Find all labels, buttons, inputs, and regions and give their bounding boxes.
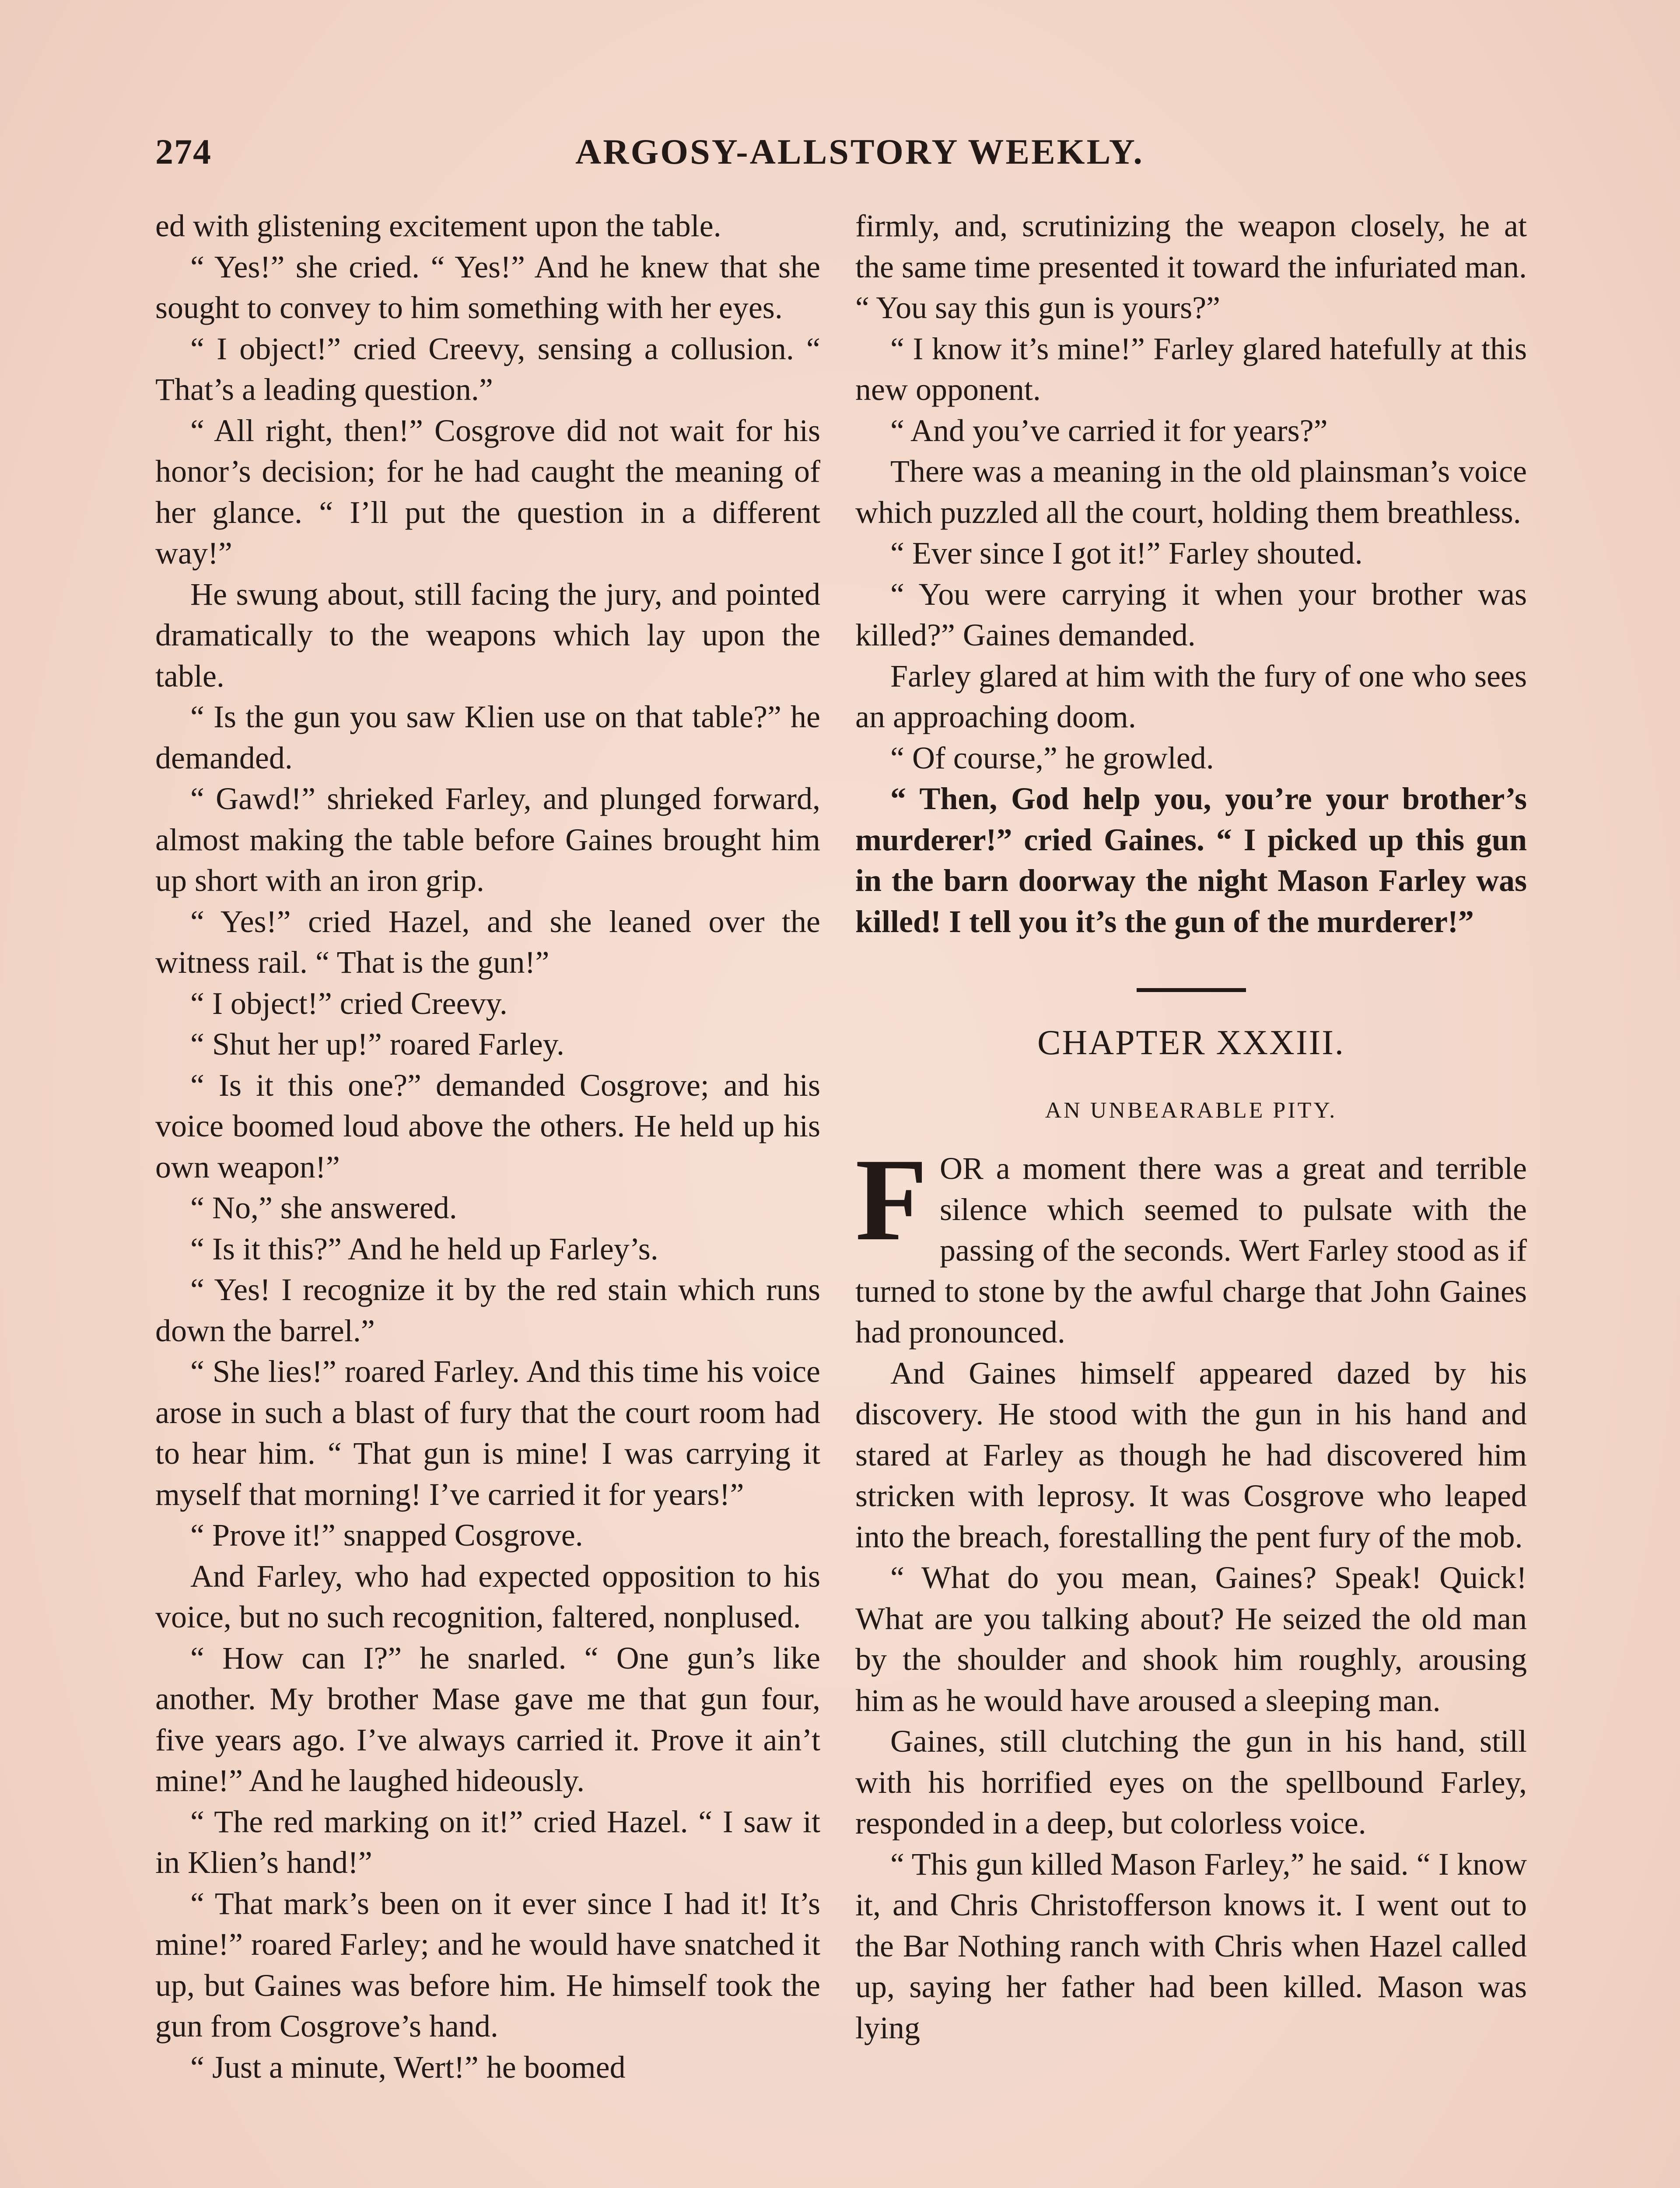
paragraph: “ Is it this one?” demanded Cosgrove; and his voice boomed loud above the others. He held up his own weapon!” <box>155 1067 820 1185</box>
paragraph: Gaines, still clutching the gun in his hand, still with his horrified eyes on the spellbound Farley, responded in a deep, but colorless voice. <box>855 1724 1527 1841</box>
paragraph: Farley glared at him with the fury of one who sees an approaching doom. <box>855 658 1527 734</box>
running-title: ARGOSY-ALLSTORY WEEKLY. <box>575 132 1144 172</box>
paragraph: “ How can I?” he snarled. “ One gun’s like another. My brother Mase gave me that gun four, five years ago. I’ve always carried it. Prove it ain’t mine!” And he laughed hideously. <box>155 1640 820 1798</box>
paragraph: “ I object!” cried Creevy. <box>190 985 508 1021</box>
paragraph: “ Yes!” she cried. “ Yes!” And he knew that she sought to convey to him something with her eyes. <box>155 249 820 325</box>
opening-text: OR a moment there was a great and terrible silence which seemed to pulsate with the passing of the seconds. Wert Farley stood as if turned to stone by the awful charge that John Gaines had pronounced. <box>855 1151 1527 1350</box>
paragraph: “ All right, then!” Cosgrove did not wait for his honor’s decision; for he had caught the meaning of her glance. “ I’ll put the question in a different way!” <box>155 413 820 571</box>
paragraph: “ Is it this?” And he held up Farley’s. <box>190 1231 658 1266</box>
paragraph: “ Yes! I recognize it by the red stain which runs down the barrel.” <box>155 1272 820 1348</box>
paragraph: “ Ever since I got it!” Farley shouted. <box>890 536 1363 571</box>
paragraph: “ You were carrying it when your brother was killed?” Gaines demanded. <box>855 576 1527 652</box>
paragraph: “ Gawd!” shrieked Farley, and plunged forward, almost making the table before Gaines brought him up short with an iron grip. <box>155 781 820 898</box>
paragraph: “ I know it’s mine!” Farley glared hatefully at this new opponent. <box>855 331 1527 407</box>
chapter-subtitle: AN UNBEARABLE PITY. <box>1045 1098 1337 1123</box>
paragraph: “ The red marking on it!” cried Hazel. “ I saw it in Klien’s hand!” <box>155 1804 820 1880</box>
paragraph: “ This gun killed Mason Farley,” he said. “ I know it, and Chris Christofferson knows it. I went out to the Bar Nothing ranch with Chris when Hazel called up, saying her father had been killed. Mason was lying <box>855 1846 1527 2045</box>
paragraph: “ Yes!” cried Hazel, and she leaned over the witness rail. “ That is the gun!” <box>155 904 820 980</box>
section-divider <box>1137 988 1246 992</box>
paragraph: “ That mark’s been on it ever since I had it! It’s mine!” roared Farley; and he would have snatched it up, but Gaines was before him. He himself took the gun from Cosgrove’s hand. <box>155 1886 820 2044</box>
paragraph: “ Is the gun you saw Klien use on that table?” he demanded. <box>155 699 820 775</box>
paragraph: “ Of course,” he growled. <box>890 740 1214 775</box>
page-header <box>155 131 1564 179</box>
paragraph: “ What do you mean, Gaines? Speak! Quick! What are you talking about? He seized the old man by the shoulder and shook him roughly, arousing him as he would have aroused a sleeping man. <box>855 1560 1527 1718</box>
page-number: 274 <box>155 132 212 172</box>
paragraph: And Farley, who had expected opposition to his voice, but no such recognition, faltered, nonplused. <box>155 1558 820 1634</box>
paragraph: “ I object!” cried Creevy, sensing a collusion. “ That’s a leading question.” <box>155 331 820 407</box>
right-column <box>855 206 1527 2048</box>
paragraph: “ Just a minute, Wert!” he boomed <box>190 2049 626 2085</box>
paragraph: “ Prove it!” snapped Cosgrove. <box>190 1518 583 1553</box>
chapter-title: CHAPTER XXXIII. <box>1037 1024 1345 1062</box>
left-column <box>155 206 820 2088</box>
paragraph: And Gaines himself appeared dazed by his discovery. He stood with the gun in his hand and stared at Farley as though he had discovered him stricken with leprosy. It was Cosgrove who leaped into the breach, forestalling the pent fury of the mob. <box>855 1355 1527 1554</box>
paragraph: firmly, and, scrutinizing the weapon closely, he at the same time presented it toward the infuriated man. “ You say this gun is yours?” <box>855 208 1527 325</box>
paragraph: “ She lies!” roared Farley. And this time his voice arose in such a blast of fury that the court room had to hear him. “ That gun is mine! I was carrying it myself that morning! I’ve carried it for years!” <box>155 1354 820 1512</box>
paragraph: “ Shut her up!” roared Farley. <box>190 1027 564 1062</box>
paragraph: ed with glistening excitement upon the table. <box>155 208 721 243</box>
paragraph: He swung about, still facing the jury, and pointed dramatically to the weapons which lay upon the table. <box>155 576 820 694</box>
drop-cap: F <box>855 1134 928 1265</box>
chapter-opening-paragraph <box>855 1134 1527 1353</box>
paragraph: “ Then, God help you, you’re your brother’s murderer!” cried Gaines. “ I picked up this gun in the barn doorway the night Mason Farley was killed! I tell you it’s the gun of the murderer!” <box>855 781 1527 939</box>
paragraph: There was a meaning in the old plainsman’s voice which puzzled all the court, holding them breathless. <box>855 454 1527 530</box>
paragraph: “ No,” she answered. <box>190 1190 457 1225</box>
paragraph: “ And you’ve carried it for years?” <box>890 413 1328 448</box>
